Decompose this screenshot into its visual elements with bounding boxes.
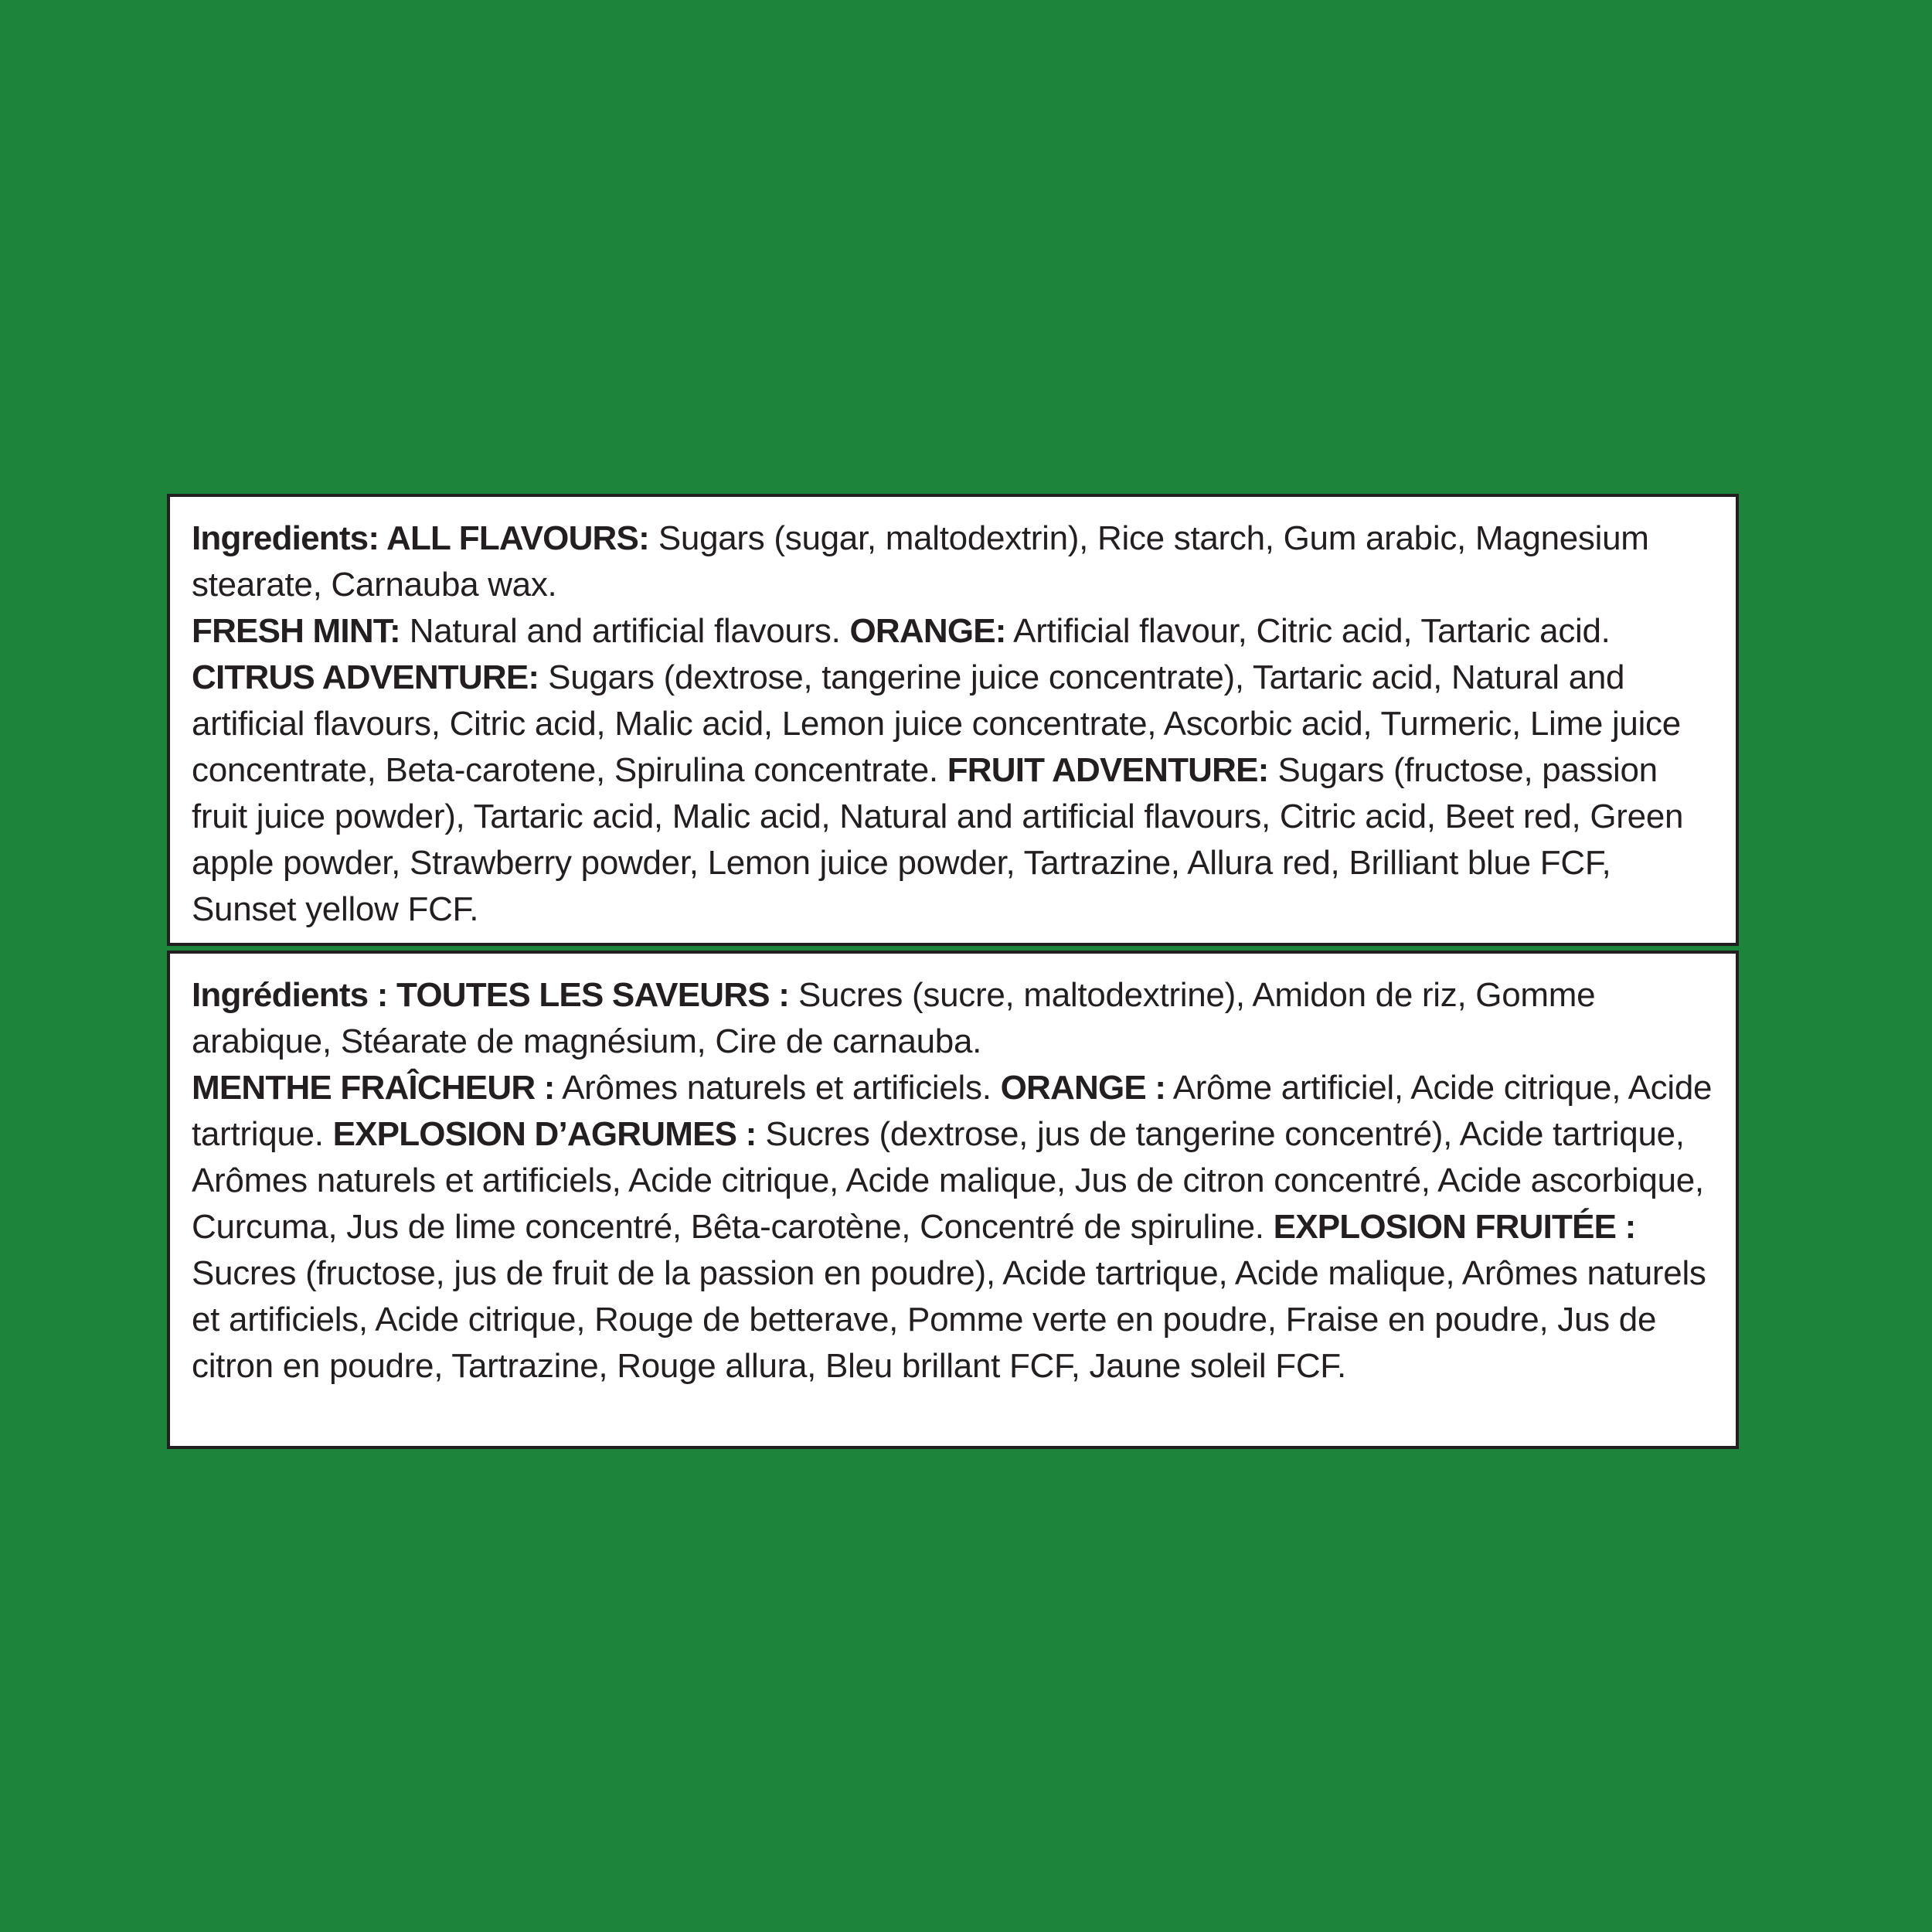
label-menthe-fraicheur: MENTHE FRAÎCHEUR : <box>192 1069 555 1107</box>
ingredients-panel-french <box>167 951 1739 1449</box>
label-explosion-agrumes: EXPLOSION D’AGRUMES : <box>332 1115 757 1153</box>
section-text: Sucres (sucre, maltodextrine), Amidon de riz, Gomme arabique, Stéarate de magnésium, Cire de carnauba. <box>192 976 1596 1060</box>
text-menthe-fraicheur: Arômes naturels et artificiels. <box>554 1069 1001 1107</box>
label-orange-fr: ORANGE : <box>1000 1069 1166 1107</box>
ingredients-flavours-en <box>192 608 1714 933</box>
label-fresh-mint: FRESH MINT: <box>192 612 400 650</box>
text-orange: Artificial flavour, Citric acid, Tartaric acid. <box>1005 612 1611 650</box>
text-citrus-adventure: Sugars (dextrose, tangerine juice concentrate), Tartaric acid, Natural and artificial flavours, Citric acid, Malic acid, Lemon juice concentrate, Ascorbic acid, Turmeric, Lime juice concentrate, Beta-carotene, Spirulina concentrate. <box>192 658 1681 789</box>
ingredients-all-flavours-fr <box>192 972 1714 1065</box>
label-fruit-adventure: FRUIT ADVENTURE: <box>947 751 1269 789</box>
text-orange-fr: Arôme artificiel, Acide citrique, Acide tartrique. <box>192 1069 1713 1153</box>
text-explosion-agrumes: Sucres (dextrose, jus de tangerine concentré), Acide tartrique, Arômes naturels et artificiels, Acide citrique, Acide malique, Jus de citron concentré, Acide ascorbique, Curcuma, Jus de lime concentré, Bêta-carotène, Concentré de spiruline. <box>192 1115 1704 1246</box>
text-fresh-mint: Natural and artificial flavours. <box>400 612 850 650</box>
ingredients-all-flavours-en <box>192 515 1714 608</box>
label-citrus-adventure: CITRUS ADVENTURE: <box>192 658 539 696</box>
text-fruit-adventure: Sugars (fructose, passion fruit juice powder), Tartaric acid, Malic acid, Natural and artificial flavours, Citric acid, Beet red, Green apple powder, Strawberry powder, Lemon juice powder, Tartrazine, Allura red, Brilliant blue FCF, Sunset yellow FCF. <box>192 751 1684 928</box>
section-label: Ingredients: ALL FLAVOURS: <box>192 519 649 557</box>
section-label: Ingrédients : TOUTES LES SAVEURS : <box>192 976 790 1014</box>
ingredients-panel-english <box>167 494 1739 946</box>
ingredients-flavours-fr <box>192 1065 1714 1389</box>
label-orange: ORANGE: <box>849 612 1006 650</box>
text-explosion-fruitee: Sucres (fructose, jus de fruit de la passion en poudre), Acide tartrique, Acide malique, Arômes naturels et artificiels, Acide citrique, Rouge de betterave, Pomme verte en poudre, Fraise en poudre, Jus de citron en poudre, Tartrazine, Rouge allura, Bleu brillant FCF, Jaune soleil FCF. <box>192 1254 1706 1385</box>
section-text: Sugars (sugar, maltodextrin), Rice starch, Gum arabic, Magnesium stearate, Carnauba wax. <box>192 519 1649 604</box>
label-explosion-fruitee: EXPLOSION FRUITÉE : <box>1273 1208 1636 1246</box>
